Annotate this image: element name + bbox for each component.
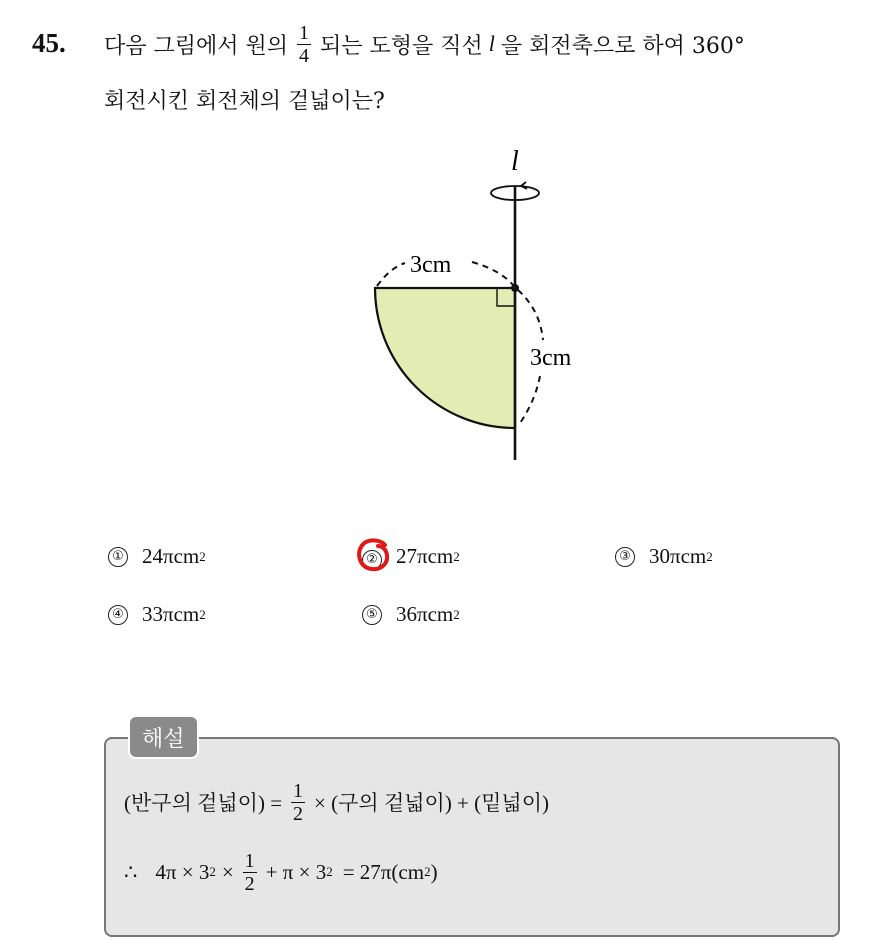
question-text-line1 [104,14,745,74]
axis-label: l [511,146,519,177]
top-radius-label: 3cm [410,252,452,278]
solution-fraction-1-num: 1 [293,779,304,802]
choice-2[interactable]: ② 27πcm 2 [362,544,460,570]
choice-value-1: 24πcm [142,544,200,568]
solution-line2-d: = 27π(cm [342,859,425,884]
line-variable: l [488,31,495,56]
right-dashed-arc [518,290,543,340]
solution-line2-c: + π × 3 [265,859,327,884]
question-text-part3: 을 회전축으로 하여 360° [500,33,745,59]
choice-3[interactable]: ③ 30πcm 2 [615,544,713,569]
answer-circle-mark [354,535,394,575]
choice-value-3: 30πcm [649,544,707,568]
solution-line1-left: (반구의 겉넓이) = [124,791,283,815]
solution-box [104,737,840,937]
choice-4[interactable]: ④ 33πcm 2 [108,602,206,627]
choice-1[interactable]: ① 24πcm 2 [108,544,206,569]
top-dashed-arc [377,263,405,286]
solution-fraction-2-den: 2 [244,872,255,895]
question-text-part2: 되는 도형을 직선 [320,33,483,59]
choice-number-1: ① [108,547,128,567]
side-radius-label: 3cm [530,345,572,371]
fraction-denominator: 4 [299,44,310,67]
choice-value-2: 27πcm [396,544,454,569]
solution-fraction-2 [243,850,257,895]
solution-line1 [124,772,549,832]
choice-5[interactable]: ⑤ 36πcm 2 [362,602,460,627]
fraction-numerator: 1 [299,21,310,44]
rotation-arrow-head [521,182,527,189]
solution-line2-e: ) [430,859,438,884]
question-text-part1: 다음 그림에서 원의 [104,33,289,59]
right-dashed-arc-lower [518,376,540,426]
quarter-circle-shape [375,288,515,428]
solution-tag: 해설 [128,715,199,759]
question-number: 45. [32,28,66,58]
choice-value-4: 33πcm [142,602,200,626]
solution-fraction-2-num: 1 [244,849,255,872]
solution-fraction-1-den: 2 [293,802,304,825]
answer-mark-wrap [362,544,390,570]
choice-number-5: ⑤ [362,605,382,625]
top-dashed-arc-right [472,262,513,285]
solution-line2-a: 4π × 3 [155,859,210,884]
solution-line1-right: × (구의 겉넓이) + (밑넓이) [314,791,549,815]
solution-line2: ∴ 4π × 3 2 × $\frac{1}{2}$ + π × 3 2 = 27π(cm 2 ) [124,849,438,895]
choice-number-3: ③ [615,547,635,567]
solution-fraction-1 [291,780,305,825]
choice-number-2: ② [362,550,382,570]
question-text-line2: 회전시킨 회전체의 겉넓이는? [104,89,385,114]
choice-value-5: 36πcm [396,602,454,626]
quarter-circle-figure [360,140,620,470]
solution-line2-b: × [221,859,234,884]
therefore-symbol: ∴ [124,859,138,884]
choice-number-4: ④ [108,605,128,625]
question-fraction [297,22,311,67]
